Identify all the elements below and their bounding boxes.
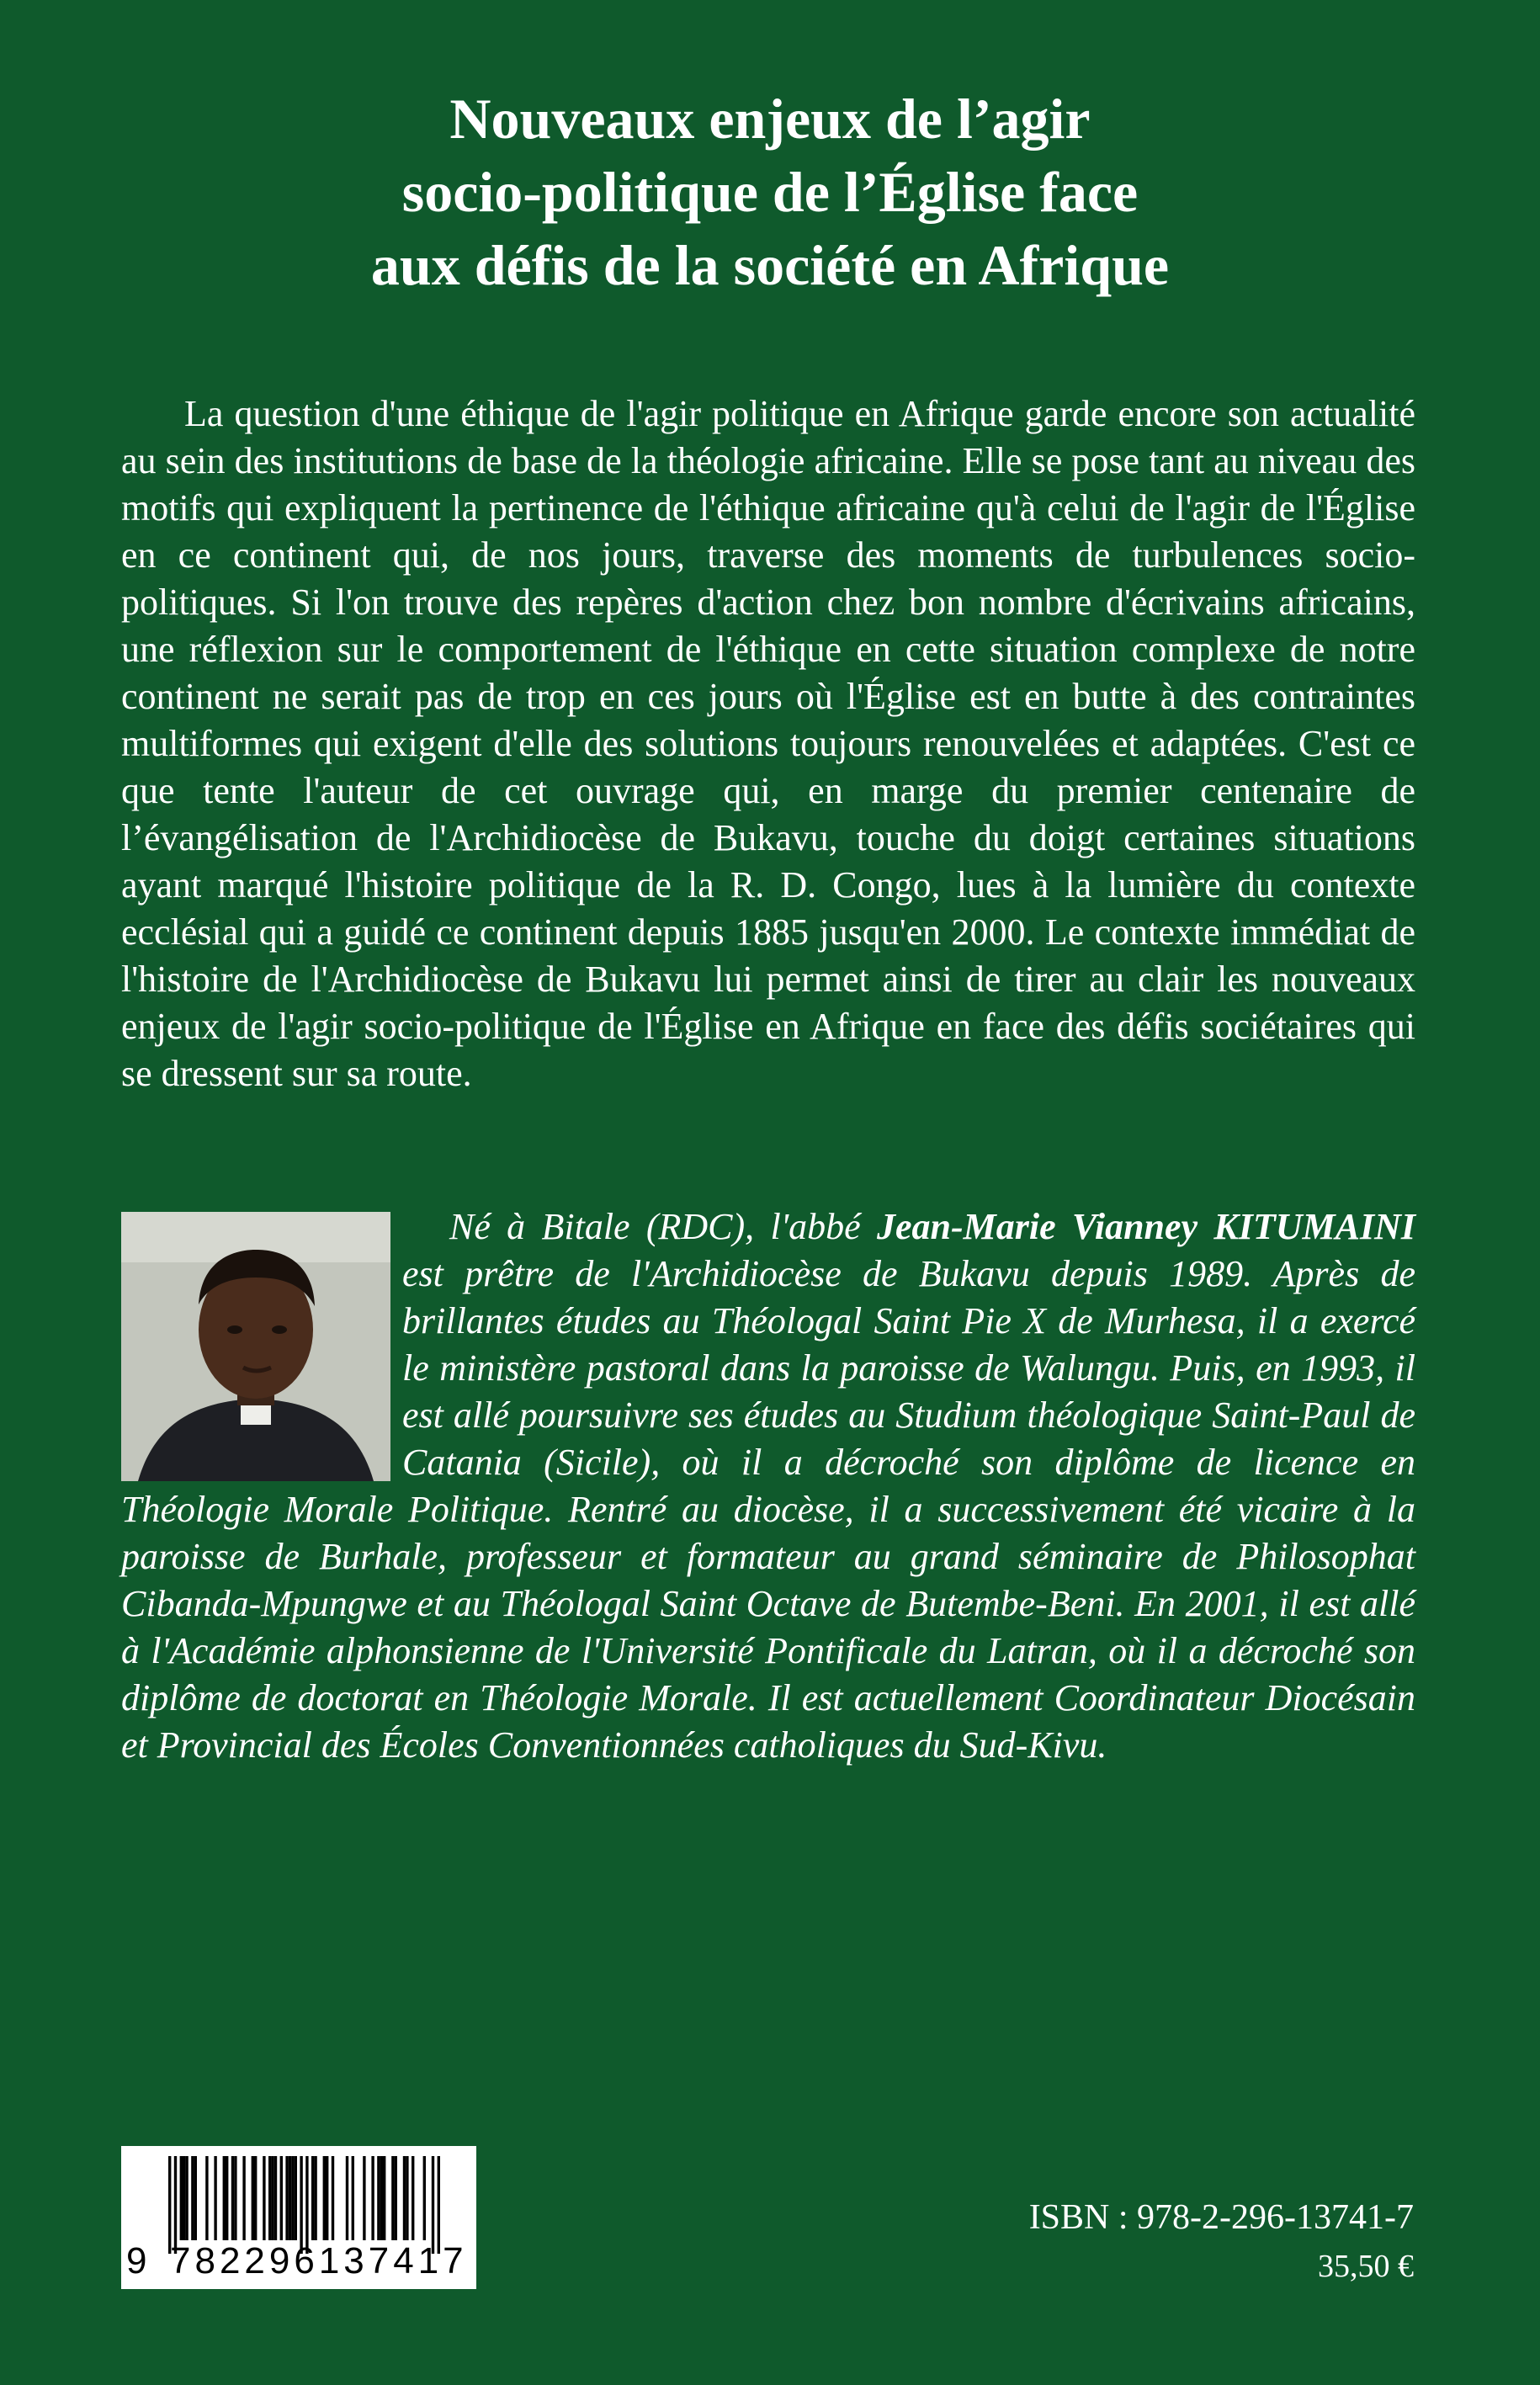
author-biography xyxy=(121,1203,1415,1769)
barcode xyxy=(121,2146,476,2289)
barcode-bar xyxy=(412,2156,414,2240)
barcode-bar xyxy=(311,2156,314,2240)
barcode-bar xyxy=(314,2156,316,2240)
barcode-digits: 782296137417 xyxy=(170,2240,468,2281)
barcode-bar xyxy=(263,2156,265,2240)
barcode-bar xyxy=(274,2156,277,2240)
barcode-bar xyxy=(168,2156,171,2254)
barcode-bar xyxy=(305,2156,308,2254)
barcode-bar xyxy=(438,2156,440,2254)
barcode-bar xyxy=(432,2156,434,2254)
barcode-bar xyxy=(205,2156,208,2240)
barcode-bar xyxy=(194,2156,197,2240)
barcode-bar xyxy=(395,2156,397,2240)
bio-text: est prêtre de l'Archidiocèse de Bukavu depuis 1989. Après de brillantes études au Théologal Saint Pie X de Murhesa, il a exercé le ministère pastoral dans la paroisse de Walungu. Puis, en 1993, il est allé poursuivre ses études au Studium théologique Saint-Paul de Catania (Sicile), où il a décroché son diplôme de licence en Théologie Morale Politique. Rentré au diocèse, il a successivement été vicaire à la paroisse de Burhale, professeur et formateur au grand séminaire de Philosophat Cibanda-Mpungwe et au Théologal Saint Octave de Butembe-Beni. En 2001, il est allé à l'Académie alphonsienne de l'Université Pontificale du Latran, où il a décroché son diplôme de doctorat en Théologie Morale. Il est actuellement Coordinateur Diocésain et Provincial des Écoles Conventionnées catholiques du Sud-Kivu. xyxy=(121,1253,1415,1766)
barcode-bar xyxy=(380,2156,383,2240)
barcode-bar xyxy=(352,2156,354,2240)
book-summary: La question d'une éthique de l'agir politique en Afrique garde encore son actualité au sein des institutions de base de la théologie africaine. Elle se pose tant au niveau des motifs qui expliquent la pertinence de l'éthique africaine qu'à celui de l'agir de l'Église en ce continent qui, de nos jours, traverse des moments de turbulences socio-politiques. Si l'on trouve des repères d'action chez bon nombre d'écrivains africains, une réflexion sur le comportement de l'éthique en cette situation complexe de notre continent ne serait pas de trop en ces jours où l'Église est en butte à des contraintes multiformes qui exigent d'elle des solutions toujours renouvelées et adaptées. C'est ce que tente l'auteur de cet ouvrage qui, en marge du premier centenaire de l’évangélisation de l'Archidiocèse de Bukavu, touche du doigt certaines situations ayant marqué l'histoire politique de la R. D. Congo, lues à la lumière du contexte ecclésial qui a guidé ce continent depuis 1885 jusqu'en 2000. Le contexte immédiat de l'histoire de l'Archidiocèse de Bukavu lui permet ainsi de tirer au clair les nouveaux enjeux de l'agir socio-politique de l'Église en Afrique en face des défis sociétaires qui se dressent sur sa route. xyxy=(121,393,1415,1094)
price: 35,50 € xyxy=(1318,2249,1414,2284)
barcode-bar xyxy=(363,2156,365,2240)
title-line-3: aux défis de la société en Afrique xyxy=(370,233,1170,297)
photo-wrap-space xyxy=(121,1203,402,1481)
barcode-bar xyxy=(291,2156,294,2240)
isbn: ISBN : 978-2-296-13741-7 xyxy=(1028,2198,1414,2237)
barcode-bar xyxy=(300,2156,302,2254)
barcode-bar xyxy=(403,2156,406,2240)
bio-prefix: Né à Bitale (RDC), l'abbé xyxy=(449,1206,877,1247)
barcode-bar xyxy=(183,2156,185,2240)
barcode-bar xyxy=(226,2156,228,2240)
barcode-bar xyxy=(295,2156,297,2240)
author-name: Jean-Marie Vianney KITUMAINI xyxy=(876,1206,1415,1247)
barcode-first-digit: 9 xyxy=(126,2240,151,2281)
barcode-bar xyxy=(406,2156,408,2240)
barcode-bar xyxy=(391,2156,394,2240)
barcode-bar xyxy=(371,2156,374,2240)
barcode-bar xyxy=(180,2156,183,2240)
barcode-bar xyxy=(423,2156,426,2240)
barcode-bar xyxy=(174,2156,177,2254)
barcode-bar xyxy=(191,2156,194,2240)
barcode-bar xyxy=(268,2156,271,2240)
barcode-bar xyxy=(234,2156,236,2240)
barcode-bar xyxy=(242,2156,245,2240)
barcode-bar xyxy=(323,2156,326,2240)
barcode-bar xyxy=(231,2156,234,2240)
barcode-bar xyxy=(326,2156,328,2240)
barcode-bar xyxy=(346,2156,348,2240)
barcode-bar xyxy=(280,2156,283,2240)
barcode-bar xyxy=(271,2156,273,2240)
book-title xyxy=(0,82,1540,302)
barcode-bar xyxy=(383,2156,385,2240)
barcode-bar xyxy=(185,2156,188,2240)
barcode-bar xyxy=(285,2156,288,2240)
title-line-1: Nouveaux enjeux de l’agir xyxy=(449,87,1091,151)
barcode-bar xyxy=(377,2156,380,2240)
barcode-bar xyxy=(289,2156,291,2240)
barcode-bar xyxy=(214,2156,216,2240)
barcode-bar xyxy=(332,2156,334,2240)
barcode-bar xyxy=(223,2156,226,2240)
barcode-bar xyxy=(254,2156,257,2240)
barcode-bar xyxy=(252,2156,254,2240)
title-line-2: socio-politique de l’Église face xyxy=(401,160,1139,224)
